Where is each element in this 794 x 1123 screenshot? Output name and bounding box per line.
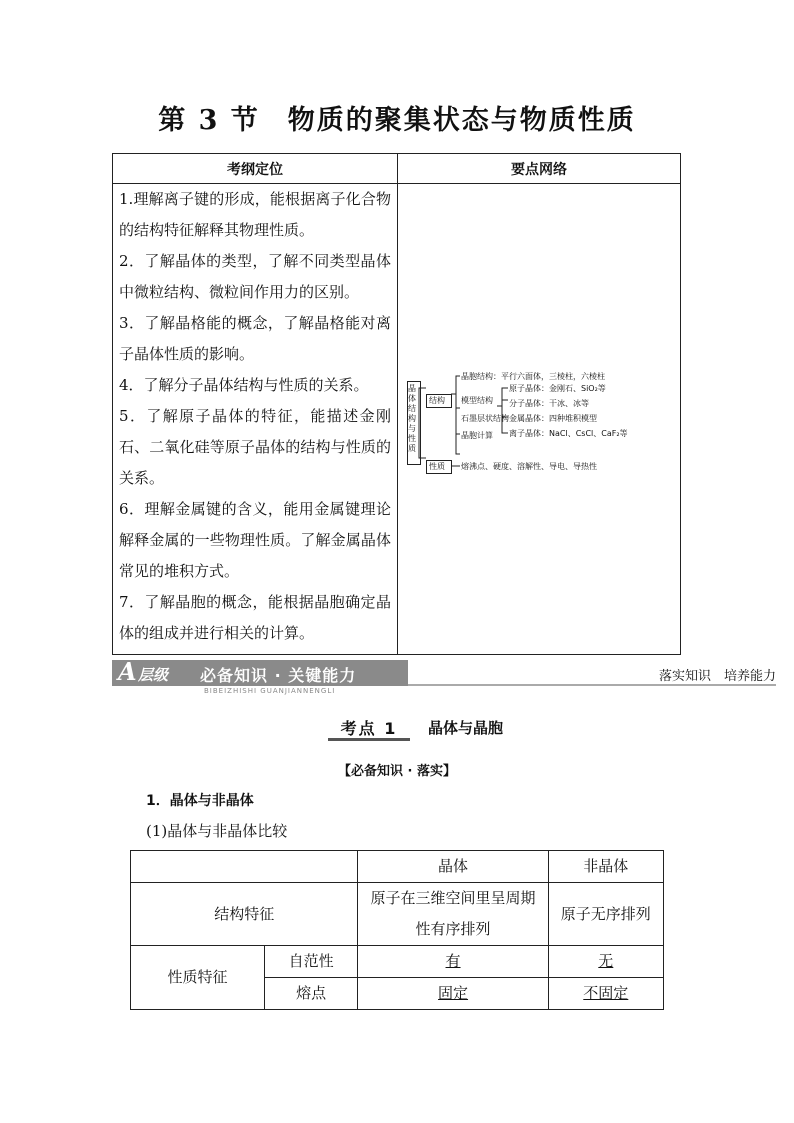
mindmap-atomic-crystal: 原子晶体：金刚石、SiO₂等	[509, 384, 606, 393]
crystal-melting: 固定	[358, 978, 548, 1010]
heading-1: 1．晶体与非晶体	[146, 793, 254, 809]
mindmap-graphite: 石墨层状结构	[461, 414, 509, 423]
amorphous-melting: 不固定	[548, 978, 663, 1010]
outline-table	[112, 153, 681, 655]
goal-item: 1.理解离子键的形成，能根据离子化合物的结构特征解释其物理性质。	[119, 190, 391, 239]
row-header-self-shaping: 自范性	[264, 946, 358, 978]
goal-item: 7．了解晶胞的概念，能根据晶胞确定晶体的组成并进行相关的计算。	[119, 593, 391, 642]
section-title: 物质的聚集状态与物质性质	[287, 105, 636, 136]
mindmap-property-items: 熔沸点、硬度、溶解性、导电、导热性	[461, 462, 597, 471]
goals-cell	[113, 184, 398, 655]
row-header-properties: 性质特征	[131, 946, 265, 1010]
amorphous-structure: 原子无序排列	[548, 883, 663, 946]
col-header-crystal: 晶体	[358, 851, 548, 883]
heading-1-1: (1)晶体与非晶体比较	[146, 822, 288, 840]
mindmap-cell-structure: 晶胞结构：平行六面体，三棱柱，六棱柱	[461, 372, 605, 381]
mindmap-cell-calc: 晶胞计算	[461, 431, 493, 440]
banner-pinyin: BIBEIZHISHI GUANJIANNENGLI	[204, 687, 336, 695]
mindmap-structure: 结构	[429, 396, 445, 405]
outline-header-left: 考纲定位	[113, 154, 398, 184]
page-title	[0, 98, 794, 137]
row-header-structure: 结构特征	[131, 883, 358, 946]
goal-item: 5．了解原子晶体的特征，能描述金刚石、二氧化硅等原子晶体的结构与性质的关系。	[119, 407, 391, 487]
banner-title: 必备知识 · 关键能力	[200, 666, 357, 685]
mindmap-property: 性质	[429, 462, 445, 471]
mindmap-molecular-crystal: 分子晶体：干冰、冰等	[509, 399, 589, 408]
goal-item: 2．了解晶体的类型，了解不同类型晶体中微粒结构、微粒间作用力的区别。	[119, 252, 391, 301]
goal-item: 4．了解分子晶体结构与性质的关系。	[119, 376, 369, 394]
outline-header-right: 要点网络	[398, 154, 681, 184]
mindmap-metal-crystal: 金属晶体：四种堆积模型	[509, 414, 597, 423]
section-label: 考点 1	[328, 716, 410, 741]
mindmap-ionic-crystal: 离子晶体：NaCl、CsCl、CaF₂等	[509, 429, 628, 438]
comparison-table	[130, 850, 664, 1010]
mindmap	[398, 184, 680, 654]
section-number: 第 3 节	[158, 105, 260, 136]
banner-underline	[408, 684, 776, 686]
knowledge-label: 【必备知识 · 落实】	[338, 764, 456, 779]
mindmap-root: 晶体结构与性质	[408, 384, 416, 453]
row-header-melting: 熔点	[264, 978, 358, 1010]
amorphous-self-shaping: 无	[548, 946, 663, 978]
crystal-structure: 原子在三维空间里呈周期性有序排列	[358, 883, 548, 946]
section-heading: 晶体与晶胞	[428, 719, 504, 737]
goal-item: 6．理解金属键的含义，能用金属键理论解释金属的一些物理性质。了解金属晶体常见的堆积方式。	[119, 500, 391, 580]
level-letter: A	[118, 657, 137, 686]
banner-slogan: 落实知识 培养能力	[658, 669, 776, 684]
mindmap-model-structure: 模型结构	[461, 396, 493, 405]
crystal-self-shaping: 有	[358, 946, 548, 978]
corner-cell	[131, 851, 358, 883]
level-text: 层级	[138, 666, 169, 684]
goal-item: 3．了解晶格能的概念，了解晶格能对离子晶体性质的影响。	[119, 314, 391, 363]
mindmap-cell	[398, 184, 681, 655]
level-banner	[112, 657, 776, 695]
col-header-amorphous: 非晶体	[548, 851, 663, 883]
